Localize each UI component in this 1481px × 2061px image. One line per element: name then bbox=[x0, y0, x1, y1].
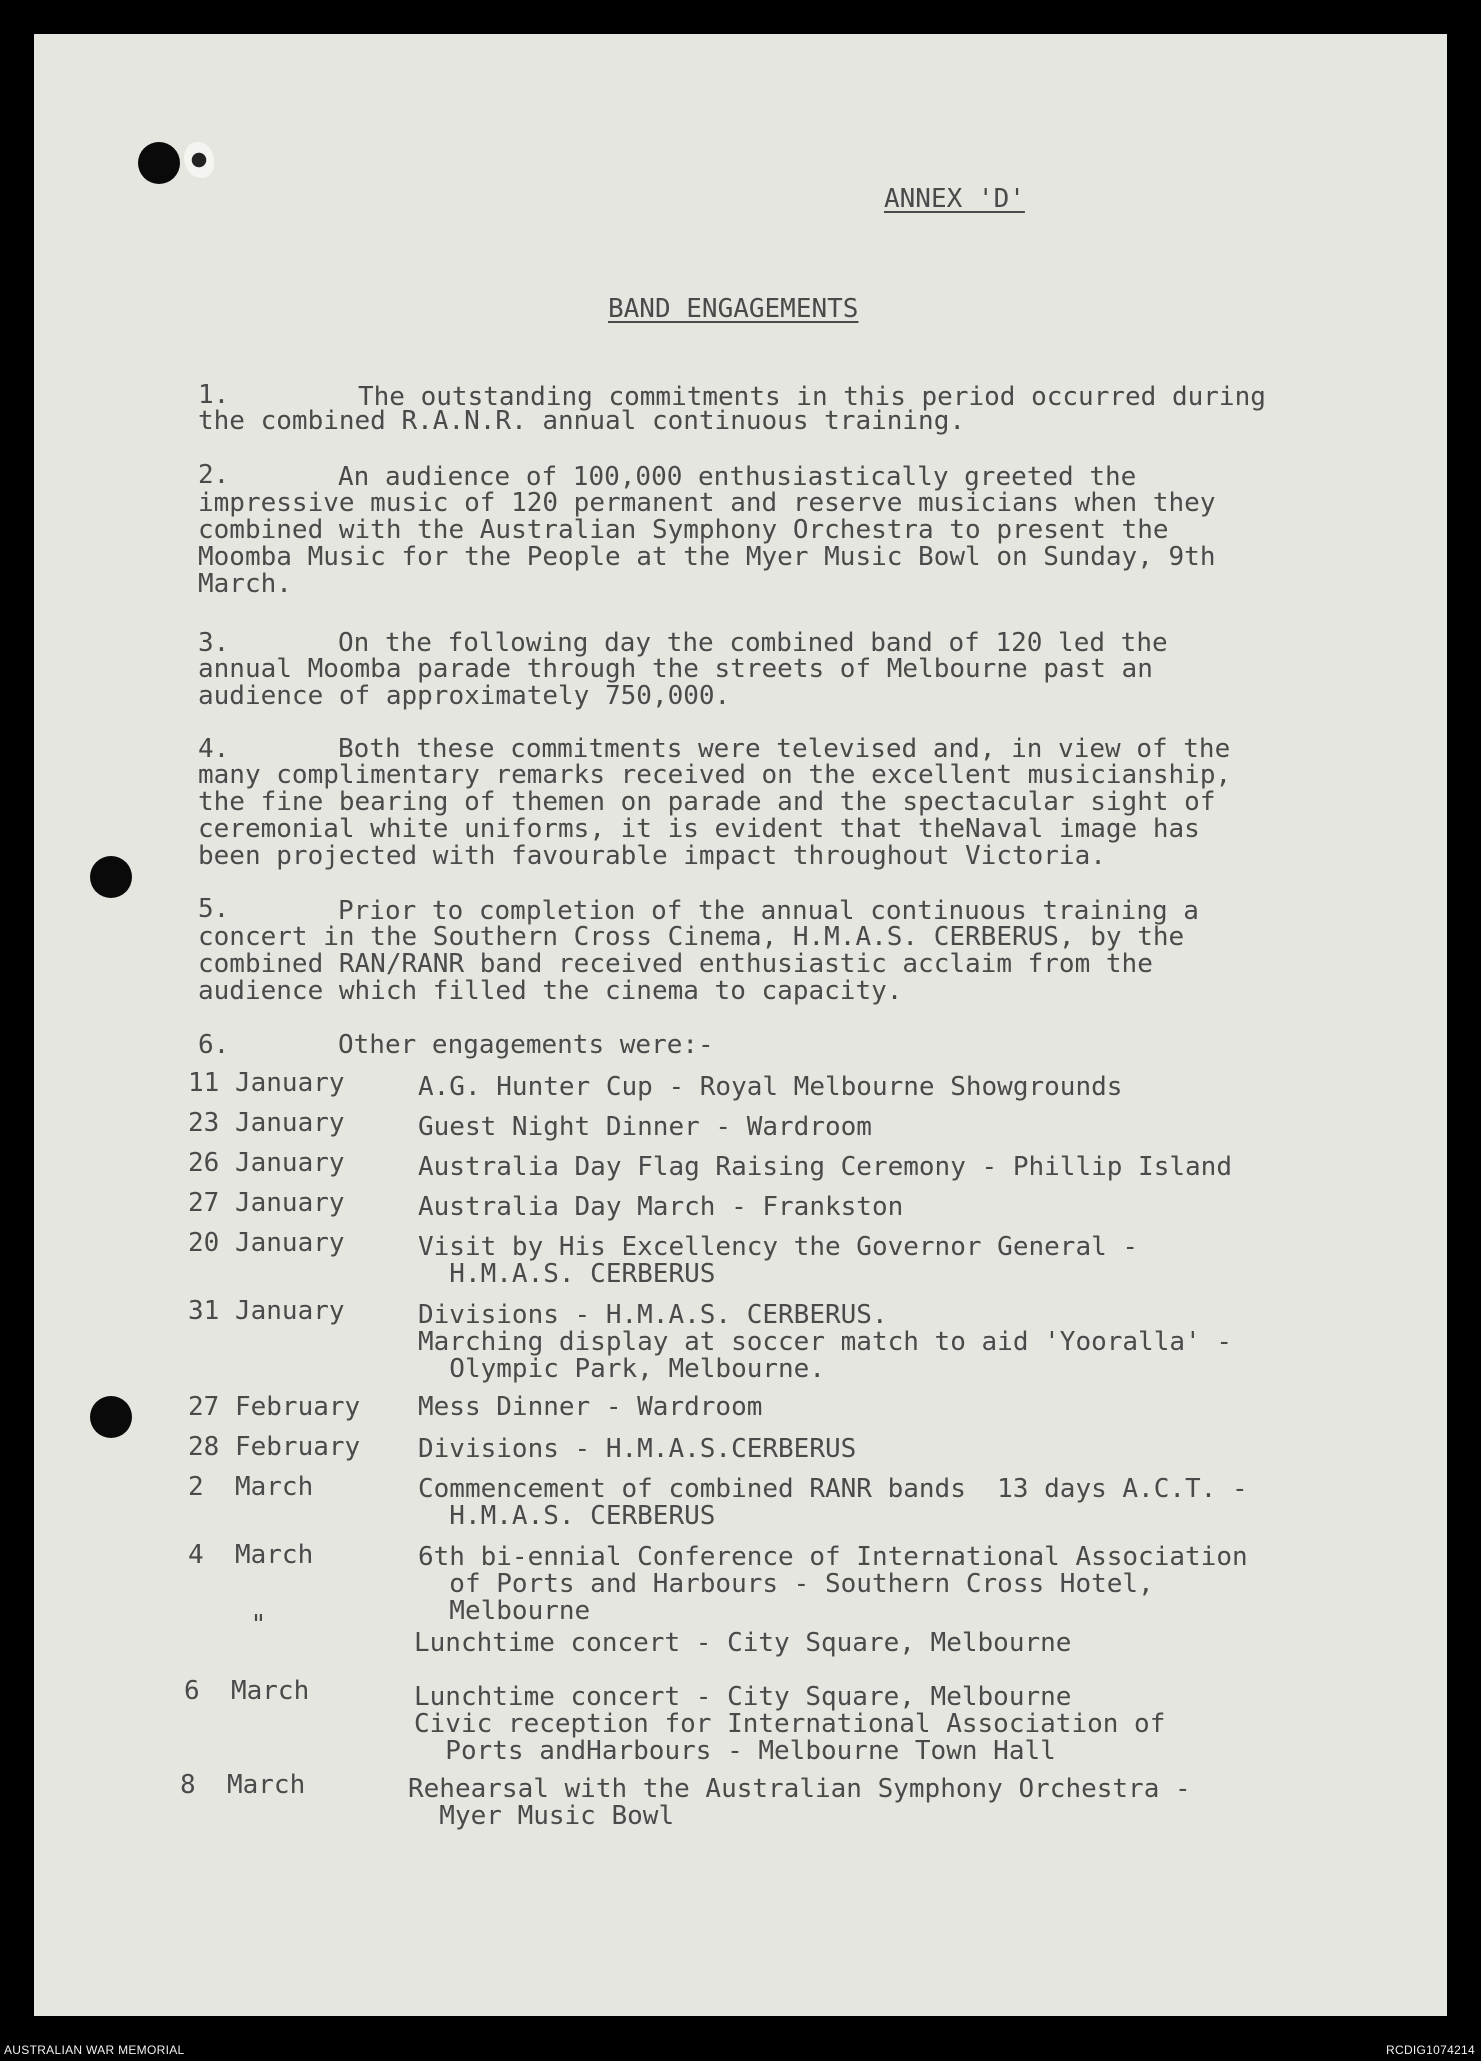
punch-hole-top bbox=[138, 142, 180, 184]
paragraph-body: annual Moomba parade through the streets of Melbourne past an audience of approximately 750,000. bbox=[198, 654, 1153, 711]
engagement-description: Lunchtime concert - City Square, Melbourne Civic reception for International Association of Ports andHarbours - Melbourne Town Hall bbox=[414, 1682, 1166, 1766]
engagement-description: A.G. Hunter Cup - Royal Melbourne Showgrounds bbox=[418, 1072, 1123, 1102]
engagement-description: Rehearsal with the Australian Symphony Orchestra - Myer Music Bowl bbox=[408, 1774, 1191, 1831]
paragraph-body: the combined R.A.N.R. annual continuous training. bbox=[198, 406, 966, 436]
engagement-description: Divisions - H.M.A.S.CERBERUS bbox=[418, 1434, 857, 1464]
paragraph-first-line: The outstanding commitments in this period occurred during bbox=[358, 382, 1266, 412]
engagement-date: 31 January bbox=[188, 1296, 345, 1326]
engagement-description: Guest Night Dinner - Wardroom bbox=[418, 1112, 872, 1142]
paragraph-body: impressive music of 120 permanent and reserve musicians when they combined with the Australian Symphony Orchestra to present the Moomba Music for the People at the Myer Music Bowl on Sunday, 9th March. bbox=[198, 488, 1216, 599]
footer-credit: AUSTRALIAN WAR MEMORIAL bbox=[4, 2043, 185, 2057]
engagement-description: Commencement of combined RANR bands 13 days A.C.T. - H.M.A.S. CERBERUS bbox=[418, 1474, 1248, 1531]
paragraph-body: concert in the Southern Cross Cinema, H.M.A.S. CERBERUS, by the combined RAN/RANR band received enthusiastic acclaim from the audience which filled the cinema to capacity. bbox=[198, 922, 1185, 1006]
engagement-date: 4 March bbox=[188, 1540, 314, 1570]
paragraph-number: 5. bbox=[198, 894, 230, 924]
engagement-description: Australia Day Flag Raising Ceremony - Phillip Island bbox=[418, 1152, 1232, 1182]
engagement-description: Australia Day March - Frankston bbox=[418, 1192, 904, 1222]
paragraph-number: 3. bbox=[198, 628, 230, 658]
engagement-date: 11 January bbox=[188, 1068, 345, 1098]
annex-label: ANNEX 'D' bbox=[884, 184, 1025, 214]
document-page bbox=[34, 34, 1447, 2016]
engagement-date: 23 January bbox=[188, 1108, 345, 1138]
page-title: BAND ENGAGEMENTS bbox=[608, 294, 859, 324]
paragraph-first-line: Both these commitments were televised and, in view of the bbox=[338, 734, 1231, 764]
engagement-date: " bbox=[188, 1610, 267, 1640]
engagement-date: 20 January bbox=[188, 1228, 345, 1258]
engagement-date: 2 March bbox=[188, 1472, 314, 1502]
engagement-date: 27 February bbox=[188, 1392, 361, 1422]
paragraph-number: 2. bbox=[198, 460, 230, 490]
paragraph-number: 6. bbox=[198, 1030, 230, 1060]
engagement-description: Lunchtime concert - City Square, Melbourne bbox=[414, 1628, 1072, 1658]
paragraph-number: 1. bbox=[198, 380, 230, 410]
paragraph-first-line: Other engagements were:- bbox=[338, 1030, 714, 1060]
engagement-date: 26 January bbox=[188, 1148, 345, 1178]
punch-hole-middle bbox=[90, 856, 132, 898]
engagement-description: Divisions - H.M.A.S. CERBERUS. Marching display at soccer match to aid 'Yooralla' - Olympic Park, Melbourne. bbox=[418, 1300, 1232, 1384]
paragraph-first-line: An audience of 100,000 enthusiastically greeted the bbox=[338, 462, 1137, 492]
engagement-date: 28 February bbox=[188, 1432, 361, 1462]
engagement-description: Visit by His Excellency the Governor General - H.M.A.S. CERBERUS bbox=[418, 1232, 1139, 1289]
engagement-date: 8 March bbox=[180, 1770, 306, 1800]
engagement-description: 6th bi-ennial Conference of International Association of Ports and Harbours - Southern Cross Hotel, Melbourne bbox=[418, 1542, 1248, 1626]
engagement-description: Mess Dinner - Wardroom bbox=[418, 1392, 763, 1422]
footer-record-id: RCDIG1074214 bbox=[1386, 2043, 1475, 2057]
engagement-date: 6 March bbox=[184, 1676, 310, 1706]
paragraph-number: 4. bbox=[198, 734, 230, 764]
punch-hole-bottom bbox=[90, 1396, 132, 1438]
paragraph-body: many complimentary remarks received on the excellent musicianship, the fine bearing of themen on parade and the spectacular sight of ceremonial white uniforms, it is evident that theNaval image has been projected with favourable impact throughout Victoria. bbox=[198, 760, 1232, 871]
engagement-date: 27 January bbox=[188, 1188, 345, 1218]
paragraph-first-line: On the following day the combined band of 120 led the bbox=[338, 628, 1168, 658]
torn-hole-mark bbox=[184, 142, 214, 178]
paragraph-first-line: Prior to completion of the annual continuous training a bbox=[338, 896, 1199, 926]
